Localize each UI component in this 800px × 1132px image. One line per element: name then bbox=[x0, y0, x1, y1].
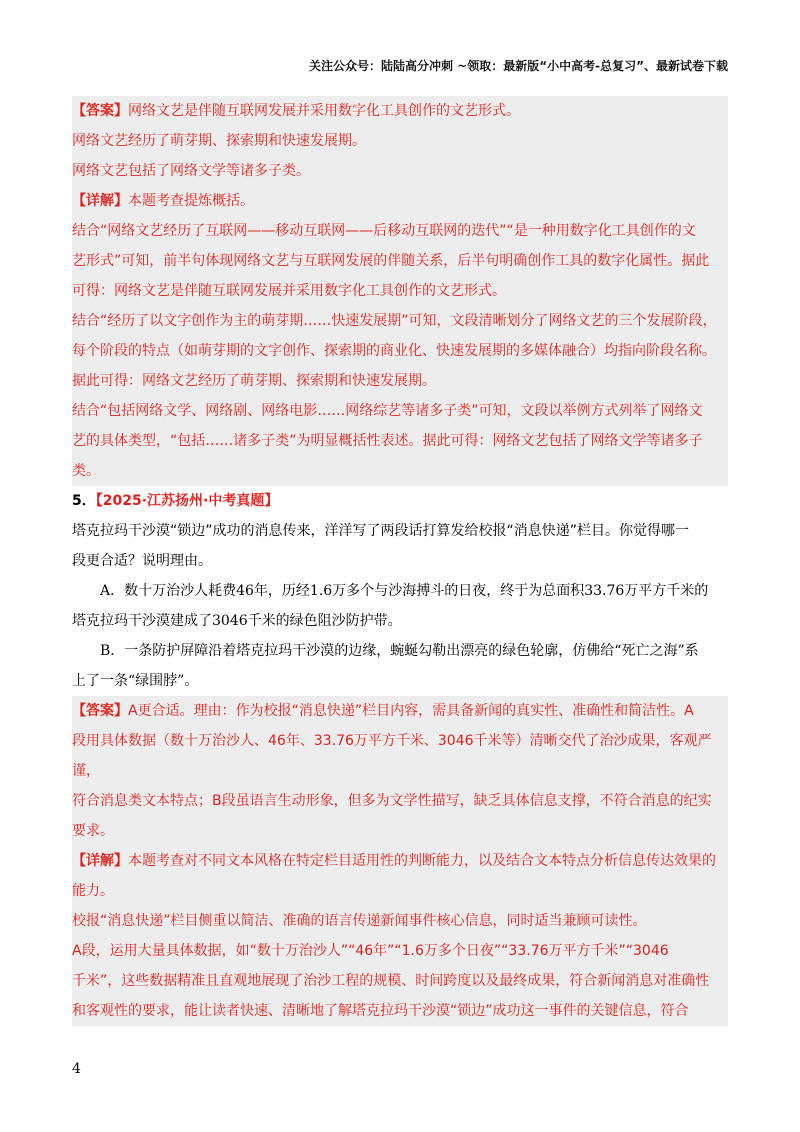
q5-answer-line bbox=[72, 696, 728, 726]
q5-detail-text: 能力。 bbox=[72, 883, 114, 899]
q4-detail-intro: 本题考查提炼概括。 bbox=[128, 193, 254, 209]
q5-source: 【2025·江苏扬州·中考真题】 bbox=[95, 493, 279, 509]
q4-answer-text-1: 网络文艺是伴随互联网发展并采用数字化工具创作的文艺形式。 bbox=[128, 103, 520, 119]
q5-number: 5． bbox=[72, 493, 96, 509]
q4-answer-block bbox=[72, 96, 728, 486]
q4-detail-text: 结合“包括网络文学、网络剧、网络电影……网络综艺等诸多子类”可知，文段以举例方式列举了网络文 bbox=[72, 403, 703, 419]
q4-detail-text: 类。 bbox=[72, 463, 100, 479]
q5-option-b: B．一条防护屏障沿着塔克拉玛干沙漠的边缘，蜿蜒勾勒出漂亮的绿色轮廓，仿佛给“死亡之海”系 bbox=[100, 643, 699, 659]
q5-answer-text: 符合消息类文本特点；B段虽语言生动形象，但多为文学性描写，缺乏具体信息支撑，不符合消息的纪实 bbox=[72, 793, 712, 809]
q5-answer-text-1: A更合适。理由：作为校报“消息快递”栏目内容，需具备新闻的真实性、准确性和简洁性。A bbox=[128, 703, 694, 719]
q4-detail-text: 艺形式”可知，前半句体现网络文艺与互联网发展的伴随关系，后半句明确创作工具的数字化属性。据此 bbox=[72, 253, 710, 269]
q5-option-b-cont: 上了一条“绿围脖”。 bbox=[72, 673, 199, 689]
q4-detail-line bbox=[72, 186, 728, 216]
q5-detail-text: 校报“消息快递”栏目侧重以简洁、准确的语言传递新闻事件核心信息，同时适当兼顾可读性。 bbox=[72, 913, 647, 929]
q4-detail-text: 据此可得：网络文艺经历了萌芽期、探索期和快速发展期。 bbox=[72, 373, 436, 389]
answer-tag: 【答案】 bbox=[72, 103, 128, 119]
q5-detail-text-1: 本题考查对不同文本风格在特定栏目适用性的判断能力，以及结合文本特点分析信息传达效果的 bbox=[128, 853, 716, 869]
q5-option-a: A．数十万治沙人耗费46年，历经1.6万多个与沙海搏斗的日夜，终于为总面积33.76万平方千米的 bbox=[100, 583, 709, 599]
q5-heading bbox=[72, 486, 728, 516]
q4-detail-text: 每个阶段的特点（如萌芽期的文字创作、探索期的商业化、快速发展期的多媒体融合）均指向阶段名称。 bbox=[72, 343, 716, 359]
q5-detail-text: 千米”，这些数据精准且直观地展现了治沙工程的规模、时间跨度以及最终成果，符合新闻消息对准确性 bbox=[72, 973, 710, 989]
q5-detail-line bbox=[72, 846, 728, 876]
q5-stem: 段更合适？说明理由。 bbox=[72, 553, 212, 569]
detail-tag: 【详解】 bbox=[72, 853, 128, 869]
q5-answer-text: 段用具体数据（数十万治沙人、46年、33.76万平方千米、3046千米等）清晰交代了治沙成果，客观严谨， bbox=[72, 733, 712, 779]
q5-option-a-cont: 塔克拉玛干沙漠建成了3046千米的绿色阻沙防护带。 bbox=[72, 613, 402, 629]
q4-detail-text: 艺的具体类型，“包括……诸多子类”为明显概括性表述。据此可得：网络文艺包括了网络文学等诸多子 bbox=[72, 433, 703, 449]
q4-detail-text: 结合“网络文艺经历了互联网——移动互联网——后移动互联网的迭代”“是一种用数字化工具创作的文 bbox=[72, 223, 696, 239]
page-content bbox=[72, 96, 728, 1026]
page-header: 关注公众号：陆陆高分冲刺 ~领取：最新版“小中高考-总复习”、最新试卷下载 bbox=[309, 59, 728, 73]
q5-answer-text: 要求。 bbox=[72, 823, 114, 839]
q5-answer-block bbox=[72, 696, 728, 1026]
answer-tag: 【答案】 bbox=[72, 703, 128, 719]
page-number: 4 bbox=[72, 1061, 81, 1077]
q5-detail-text: 和客观性的要求，能让读者快速、清晰地了解塔克拉玛干沙漠“锁边”成功这一事件的关键信息，符合 bbox=[72, 1003, 689, 1019]
q5-detail-text: A段，运用大量具体数据，如“数十万治沙人”“46年”“1.6万多个日夜”“33.76万平方千米”“3046 bbox=[72, 943, 669, 959]
q4-detail-text: 结合“经历了以文字创作为主的萌芽期……快速发展期”可知，文段清晰划分了网络文艺的三个发展阶段， bbox=[72, 313, 717, 329]
q4-detail-text: 可得：网络文艺是伴随互联网发展并采用数字化工具创作的文艺形式。 bbox=[72, 283, 506, 299]
q5-stem: 塔克拉玛干沙漠“锁边”成功的消息传来，洋洋写了两段话打算发给校报“消息快递”栏目。你觉得哪一 bbox=[72, 523, 690, 539]
detail-tag: 【详解】 bbox=[72, 193, 128, 209]
q4-answer-text-2: 网络文艺经历了萌芽期、探索期和快速发展期。 bbox=[72, 133, 366, 149]
q4-answer-line bbox=[72, 96, 728, 126]
q4-answer-text-3: 网络文艺包括了网络文学等诸多子类。 bbox=[72, 163, 310, 179]
